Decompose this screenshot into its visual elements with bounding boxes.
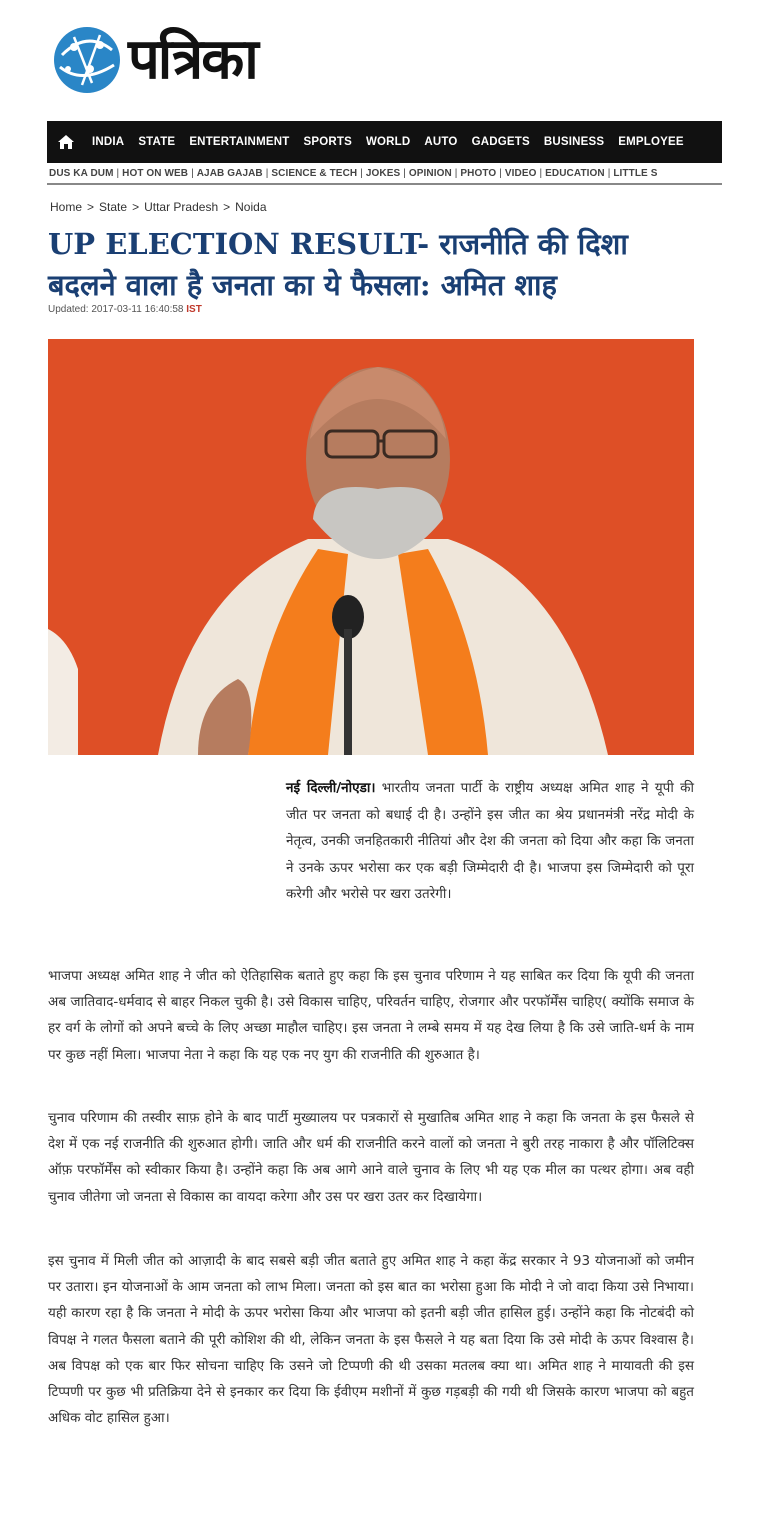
nav-item-sports[interactable]: SPORTS xyxy=(303,136,352,148)
nav-item-auto[interactable]: AUTO xyxy=(424,136,458,148)
subnav-separator: | xyxy=(539,167,543,179)
logo-text: पत्रिका xyxy=(128,27,257,92)
breadcrumb-home[interactable]: Home xyxy=(50,200,83,214)
subnav-item-little[interactable]: LITTLE S xyxy=(613,167,658,179)
site-logo[interactable] xyxy=(52,22,257,98)
nav-item-entertainment[interactable]: ENTERTAINMENT xyxy=(189,136,290,148)
breadcrumb-separator: > xyxy=(87,200,95,214)
nav-home-button[interactable] xyxy=(47,121,85,163)
subnav-separator: | xyxy=(499,167,502,179)
subnav-separator: | xyxy=(360,167,363,179)
article-paragraph: चुनाव परिणाम की तस्वीर साफ़ होने के बाद पार्टी मुख्यालय पर पत्रकारों से मुखातिब अमित शाह ने कहा कि जनता के इस फैसले से देश में एक नई राजनीति की शुरुआत होगी। जाति और धर्म की राजनीति करने वालों को जनता ने बुरी तरह नाकारा है और पॉलिटिक्स ऑफ़ परफॉर्मेंस को स्वीकार किया है। उन्होंने कहा कि अब आगे आने वाले चुनाव के लिए भी यह एक मील का पत्थर होगा। अब वही चुनाव जीतेगा जो जनता से विकास का वायदा करेगा और उस पर खरा उतर कर दिखायेगा। xyxy=(48,1110,694,1205)
subnav-item-dus-ka-dum[interactable]: DUS KA DUM xyxy=(49,167,114,179)
article-paragraph: इस चुनाव में मिली जीत को आज़ादी के बाद सबसे बड़ी जीत बताते हुए अमित शाह ने कहा केंद्र सरकार ने 93 योजनाओं को जमीन पर उतारा। इन योजनाओं के आम जनता को लाभ मिला। जनता को इस बात का भरोसा हुआ कि मोदी ने जो वादा किया उसे निभाया। यही कारण रहा है कि जनता ने मोदी के ऊपर भरोसा किया और भाजपा को इतनी बड़ी जीत हासिल हुई। उन्होंने कहा कि नोटबंदी को विपक्ष ने गलत फैसला बताने की पूरी कोशिश की थी, लेकिन जनता के इस फैसले ने यह बता दिया कि उसे मोदी के ऊपर विश्वास है। अब विपक्ष को एक बार फिर सोचना चाहिए कि उसने जो टिप्पणी की थी उसका मतलब क्या था। अमित शाह ने मायावती की इस टिप्पणी पर कुछ भी प्रतिक्रिया देने से इनकार कर दिया कि ईवीएम मशीनों में कुछ गड़बड़ी की गयी थी जिसके कारण भाजपा को बहुत अधिक वोट हासिल हुआ। xyxy=(48,1253,694,1427)
subnav-item-education[interactable]: EDUCATION xyxy=(545,167,605,179)
main-nav xyxy=(47,121,722,163)
breadcrumb-separator: > xyxy=(223,200,231,214)
subnav-item-opinion[interactable]: OPINION xyxy=(408,167,452,179)
nav-item-world[interactable]: WORLD xyxy=(365,136,411,148)
updated-label: Updated: xyxy=(48,304,89,315)
breadcrumb-state[interactable]: State xyxy=(99,200,128,214)
updated-timezone: IST xyxy=(186,304,202,315)
article-updated xyxy=(48,304,202,315)
nav-item-state[interactable]: STATE xyxy=(138,136,176,148)
subnav-separator: | xyxy=(403,167,406,179)
subnav-separator: | xyxy=(265,167,269,179)
breadcrumb-noida[interactable]: Noida xyxy=(235,200,267,214)
updated-time: 2017-03-11 16:40:58 xyxy=(91,304,184,315)
subnav-separator: | xyxy=(191,167,194,179)
nav-item-employee[interactable]: EMPLOYEE xyxy=(618,136,684,148)
nav-item-gadgets[interactable]: GADGETS xyxy=(471,136,530,148)
article-intro-text: भारतीय जनता पार्टी के राष्ट्रीय अध्यक्ष अमित शाह ने यूपी की जीत पर जनता को बधाई दी है। उन्होंने इस जीत का श्रेय प्रधानमंत्री नरेंद्र मोदी के नेतृत्व, उनकी जनहितकारी नीतियां और देश की जनता को दिया और कहा कि जनता ने उनके ऊपर भरोसा कर एक बड़ी जिम्मेदारी दी है। भाजपा इस जिम्मेदारी को पूरा करेगी और भरोसे पर खरा उतरेगी। xyxy=(286,780,694,902)
article-photo xyxy=(48,339,694,755)
breadcrumb-uttar-pradesh[interactable]: Uttar Pradesh xyxy=(144,200,219,214)
subnav-item-photo[interactable]: PHOTO xyxy=(460,167,497,179)
subnav-item-hot-on-web[interactable]: HOT ON WEB xyxy=(122,167,189,179)
subnav-item-jokes[interactable]: JOKES xyxy=(365,167,401,179)
subnav-item-science-tech[interactable]: SCIENCE & TECH xyxy=(271,167,358,179)
article-dateline: नई दिल्ली/नोएडा। xyxy=(286,780,376,796)
article-intro xyxy=(286,775,694,908)
subnav-item-video[interactable]: VIDEO xyxy=(504,167,537,179)
subnav-separator: | xyxy=(607,167,611,179)
subnav-separator: | xyxy=(116,167,120,179)
article-headline: UP ELECTION RESULT- राजनीति की दिशा बदलने वाला है जनता का ये फैसला: अमित शाह xyxy=(48,227,628,302)
sub-nav xyxy=(47,163,722,185)
breadcrumb-separator: > xyxy=(132,200,140,214)
subnav-separator: | xyxy=(454,167,458,179)
home-icon xyxy=(57,134,75,150)
globe-logo-icon xyxy=(52,25,122,95)
breadcrumb xyxy=(50,200,267,214)
article-paragraph: भाजपा अध्यक्ष अमित शाह ने जीत को ऐतिहासिक बताते हुए कहा कि इस चुनाव परिणाम ने यह साबित कर दिया कि यूपी की जनता अब जातिवाद-धर्मवाद से बाहर निकल चुकी है। उसे विकास चाहिए, परिवर्तन चाहिए, रोजगार और परफॉर्मेंस चाहिए( क्योंकि समाज के हर वर्ग के लोगों को अपने बच्चे के लिए अच्छा माहौल चाहिए। इस जनता ने लम्बे समय में यह देख लिया है कि उसे जाति-धर्म के नाम पर कुछ नहीं मिला। भाजपा नेता ने कहा कि यह एक नए युग की राजनीति की शुरुआत है। xyxy=(48,968,694,1063)
speaker-photo xyxy=(48,339,694,755)
subnav-item-ajab-gajab[interactable]: AJAB GAJAB xyxy=(196,167,263,179)
nav-item-india[interactable]: INDIA xyxy=(92,136,125,148)
nav-item-business[interactable]: BUSINESS xyxy=(543,136,605,148)
